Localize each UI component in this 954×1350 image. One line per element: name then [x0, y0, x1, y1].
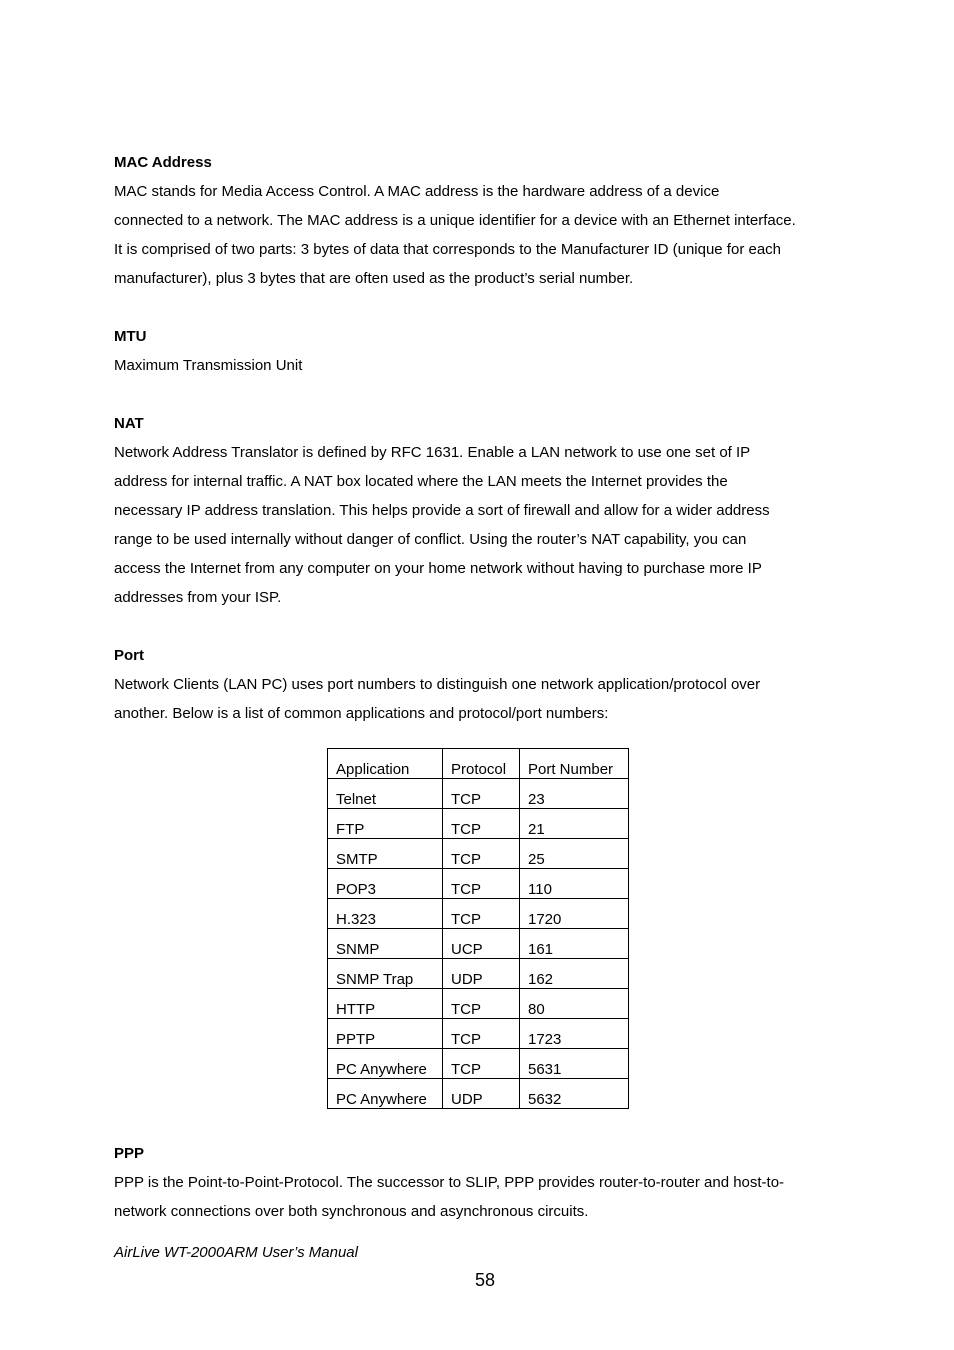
- main-content: [114, 148, 854, 728]
- table-row: [328, 779, 629, 809]
- table-header-row: [328, 749, 629, 779]
- table-row: [328, 899, 629, 929]
- nat-paragraph-line-2: address for internal traffic. A NAT box located where the LAN meets the Internet provides the: [114, 473, 728, 490]
- cell-port-number: 162: [520, 959, 629, 989]
- port-paragraph-line-1: Network Clients (LAN PC) uses port numbers to distinguish one network application/protocol over: [114, 676, 761, 693]
- cell-protocol: UDP: [443, 1079, 520, 1109]
- cell-protocol: TCP: [443, 1019, 520, 1049]
- cell-application: FTP: [328, 809, 443, 839]
- table-row: [328, 839, 629, 869]
- cell-port-number: 1720: [520, 899, 629, 929]
- section-title-ppp: PPP: [114, 1145, 145, 1162]
- cell-port-number: 21: [520, 809, 629, 839]
- ppp-paragraph-line-2: network connections over both synchronous and asynchronous circuits.: [114, 1203, 589, 1220]
- footer-manual-title: AirLive WT-2000ARM User’s Manual: [114, 1244, 358, 1261]
- mac-paragraph-line-2: connected to a network. The MAC address is a unique identifier for a device with an Ethernet interface.: [114, 212, 796, 229]
- mac-paragraph-line-3: It is comprised of two parts: 3 bytes of data that corresponds to the Manufacturer ID (unique for each: [114, 241, 782, 258]
- cell-application: H.323: [328, 899, 443, 929]
- mtu-paragraph-line-1: Maximum Transmission Unit: [114, 357, 303, 374]
- section-title-nat: NAT: [114, 415, 144, 432]
- table-row: [328, 1049, 629, 1079]
- table-row: [328, 989, 629, 1019]
- cell-application: Telnet: [328, 779, 443, 809]
- cell-protocol: TCP: [443, 1049, 520, 1079]
- cell-application: SMTP: [328, 839, 443, 869]
- footer-page-number: 58: [474, 1270, 496, 1290]
- cell-protocol: UDP: [443, 959, 520, 989]
- port-paragraph-line-2: another. Below is a list of common applications and protocol/port numbers:: [114, 705, 609, 722]
- cell-port-number: 23: [520, 779, 629, 809]
- cell-protocol: TCP: [443, 989, 520, 1019]
- cell-protocol: TCP: [443, 869, 520, 899]
- table-row: [328, 929, 629, 959]
- cell-port-number: 5632: [520, 1079, 629, 1109]
- mac-paragraph-line-1: MAC stands for Media Access Control. A MAC address is the hardware address of a device: [114, 183, 720, 200]
- mac-paragraph-line-4: manufacturer), plus 3 bytes that are often used as the product’s serial number.: [114, 270, 634, 287]
- cell-protocol: TCP: [443, 899, 520, 929]
- nat-paragraph-line-4: range to be used internally without danger of conflict. Using the router’s NAT capability, you can: [114, 531, 747, 548]
- cell-port-number: 5631: [520, 1049, 629, 1079]
- cell-application: PC Anywhere: [328, 1079, 443, 1109]
- section-title-port: Port: [114, 647, 144, 664]
- cell-application: HTTP: [328, 989, 443, 1019]
- table-row: [328, 1019, 629, 1049]
- ppp-section: [114, 1139, 854, 1226]
- cell-application: SNMP Trap: [328, 959, 443, 989]
- cell-protocol: TCP: [443, 809, 520, 839]
- header-application: Application: [328, 749, 443, 779]
- cell-port-number: 161: [520, 929, 629, 959]
- nat-paragraph-line-6: addresses from your ISP.: [114, 589, 282, 606]
- section-title-mtu: MTU: [114, 328, 147, 345]
- table-row: [328, 809, 629, 839]
- cell-port-number: 110: [520, 869, 629, 899]
- ppp-paragraph-line-1: PPP is the Point-to-Point-Protocol. The successor to SLIP, PPP provides router-to-router and host-to-: [114, 1174, 785, 1191]
- header-port-number: Port Number: [520, 749, 629, 779]
- section-title-mac-address: MAC Address: [114, 154, 212, 171]
- nat-paragraph-line-5: access the Internet from any computer on your home network without having to purchase more IP: [114, 560, 762, 577]
- table-row: [328, 959, 629, 989]
- cell-application: POP3: [328, 869, 443, 899]
- cell-port-number: 80: [520, 989, 629, 1019]
- port-table: [327, 748, 629, 1109]
- cell-protocol: UCP: [443, 929, 520, 959]
- cell-protocol: TCP: [443, 779, 520, 809]
- nat-paragraph-line-1: Network Address Translator is defined by RFC 1631. Enable a LAN network to use one set of IP: [114, 444, 751, 461]
- port-table-container: [327, 748, 629, 1109]
- cell-protocol: TCP: [443, 839, 520, 869]
- cell-port-number: 25: [520, 839, 629, 869]
- header-protocol: Protocol: [443, 749, 520, 779]
- cell-port-number: 1723: [520, 1019, 629, 1049]
- cell-application: PPTP: [328, 1019, 443, 1049]
- table-row: [328, 869, 629, 899]
- cell-application: PC Anywhere: [328, 1049, 443, 1079]
- nat-paragraph-line-3: necessary IP address translation. This helps provide a sort of firewall and allow for a wider address: [114, 502, 770, 519]
- table-row: [328, 1079, 629, 1109]
- cell-application: SNMP: [328, 929, 443, 959]
